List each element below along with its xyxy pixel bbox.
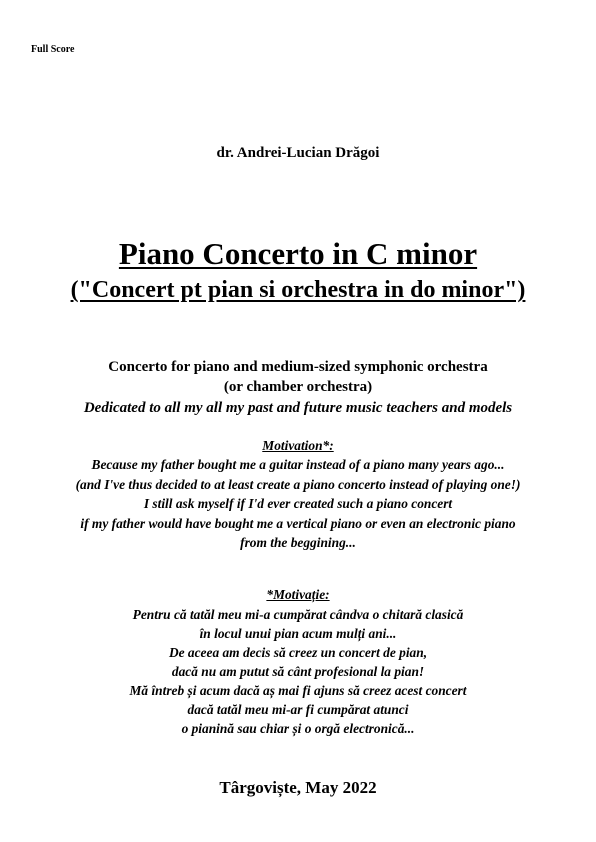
description-line-2: (or chamber orchestra) — [223, 379, 373, 395]
author-name: dr. Andrei-Lucian Drăgoi — [216, 145, 380, 161]
motivation-line: (and I've thus decided to at least create a piano concerto instead of playing one!) — [75, 477, 521, 492]
motivation-line: Because my father bought me a guitar instead of a piano many years ago... — [91, 457, 505, 472]
motivatie-line: o pianină sau chiar și o orgă electronică... — [181, 721, 415, 736]
motivatie-line: dacă tatăl meu mi-ar fi cumpărat atunci — [187, 702, 409, 717]
motivation-line: if my father would have bought me a vertical piano or even an electronic piano — [80, 516, 516, 531]
full-score-label: Full Score — [31, 44, 75, 55]
motivation-heading: Motivation*: — [262, 438, 334, 453]
page-title: Piano Concerto in C minor — [118, 236, 478, 271]
motivatie-heading: *Motivație: — [266, 587, 330, 602]
motivatie-line: Pentru că tatăl meu mi-a cumpărat cândva o chitară clasică — [132, 607, 464, 622]
place-date: Târgoviște, May 2022 — [219, 778, 377, 797]
motivatie-line: în locul unui pian acum mulți ani... — [199, 626, 397, 641]
dedication-line: Dedicated to all my all my past and future music teachers and models — [83, 400, 513, 416]
motivatie-line: De aceea am decis să creez un concert de pian, — [168, 645, 428, 660]
motivatie-line: dacă nu am putut să cânt profesional la pian! — [171, 664, 425, 679]
motivatie-line: Mă întreb și acum dacă aș mai fi ajuns să creez acest concert — [129, 683, 467, 698]
page-subtitle: ("Concert pt pian si orchestra in do minor") — [70, 277, 526, 303]
motivation-line: from the beggining... — [240, 535, 356, 550]
motivation-line: I still ask myself if I'd ever created such a piano concert — [143, 496, 453, 511]
description-line-1: Concerto for piano and medium-sized symphonic orchestra — [108, 359, 488, 375]
